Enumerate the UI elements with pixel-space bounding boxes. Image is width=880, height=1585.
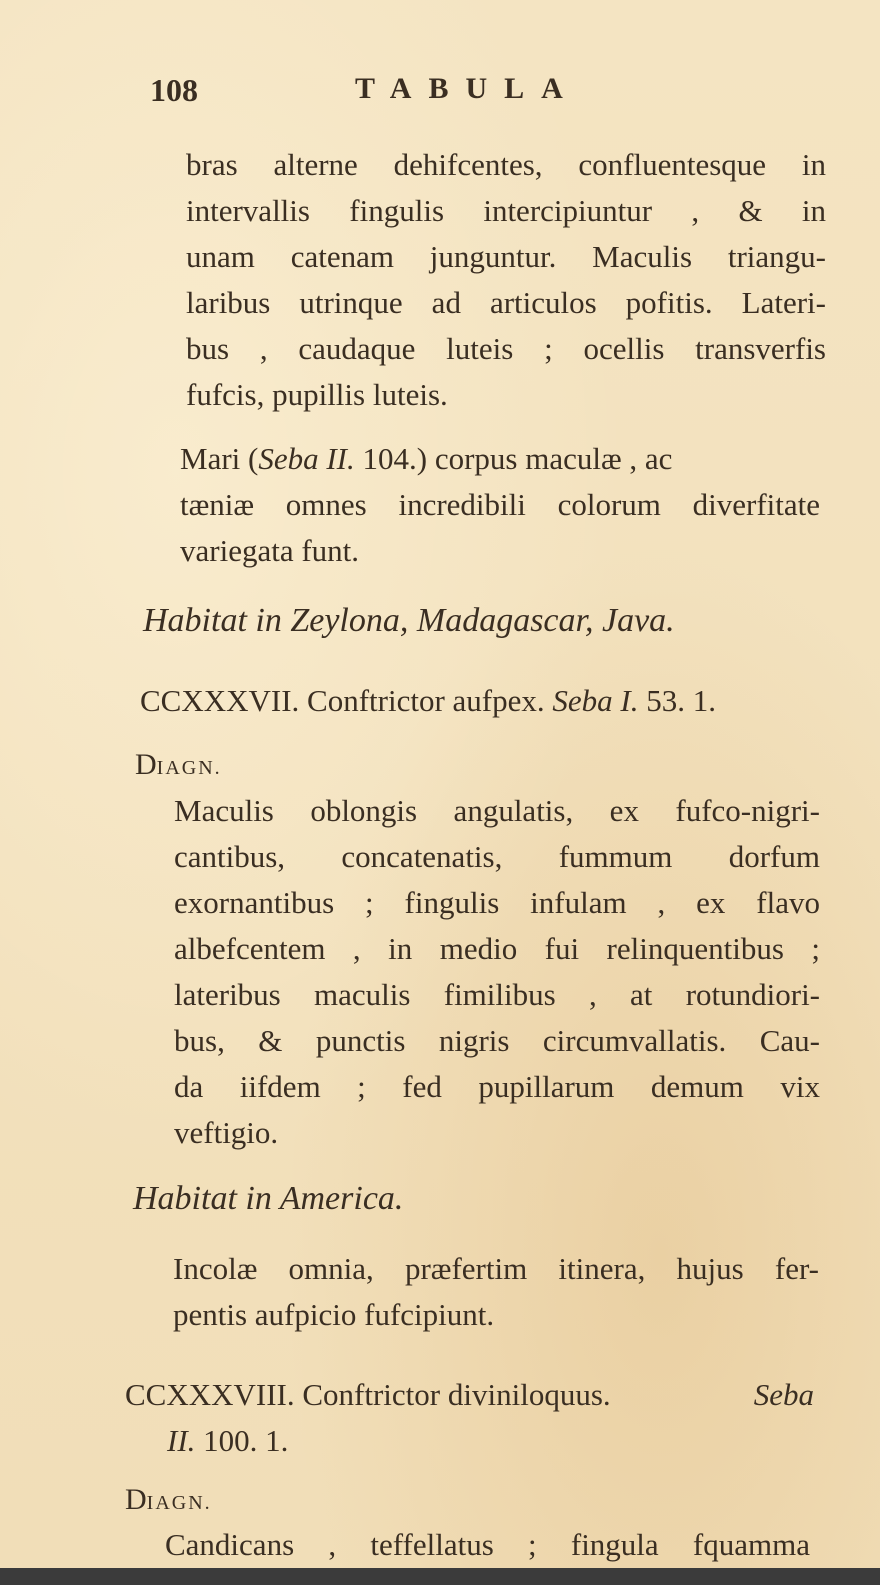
paragraph-4-line-1: Incolæ omnia, præfertim itinera, hujus fer- (173, 1251, 819, 1286)
page-number: 108 (150, 72, 198, 108)
paragraph-4-line-2: pentis aufpicio fufcipiunt. (173, 1297, 495, 1332)
paragraph-1-line-5: bus , caudaque luteis ; ocellis transverfis (186, 331, 826, 366)
habitat-zeylona: Habitat in Zeylona, Madagascar, Java. (143, 602, 675, 639)
entry-ccxxxvii: CCXXXVII. Conftrictor aufpex. Seba I. 53. 1. (140, 683, 716, 718)
habitat-america: Habitat in America. (133, 1180, 404, 1217)
paragraph-5-line-1: Candicans , teffellatus ; fingula fquamma (165, 1527, 810, 1562)
bottom-bar (0, 1568, 880, 1585)
paragraph-2-line-2: tæniæ omnes incredibili colorum diverfitate (180, 487, 820, 522)
page-header (150, 72, 710, 122)
paragraph-3-line-7: da iifdem ; fed pupillarum demum vix (174, 1069, 820, 1104)
paragraph-3-line-2: cantibus, concatenatis, fummum dorfum (174, 839, 820, 874)
paragraph-3-line-5: lateribus maculis fimilibus , at rotundiori- (174, 977, 820, 1012)
entry-ccxxxviii-line-2: II. 100. 1. (167, 1423, 289, 1458)
paragraph-3-line-8: veftigio. (174, 1115, 279, 1150)
paragraph-3-line-4: albefcentem , in medio fui relinquentibus ; (174, 931, 820, 966)
paragraph-2-line-1 (180, 441, 820, 477)
entry-1-reference: Seba I. (552, 683, 639, 718)
paragraph-1-line-1: bras alterne dehifcentes, confluentesque in (186, 147, 826, 182)
paragraph-3-line-6: bus, & punctis nigris circumvallatis. Cau- (174, 1023, 820, 1058)
paragraph-1-line-4: laribus utrinque ad articulos pofitis. Lateri- (186, 285, 826, 320)
paragraph-1-line-6: fufcis, pupillis luteis. (186, 377, 448, 412)
paragraph-3-line-1: Maculis oblongis angulatis, ex fufco-nigri- (174, 793, 820, 828)
paragraph-2-pre: Mari (Seba II. 104.) corpus maculæ , ac (180, 441, 673, 476)
entry-2-reference-volume: II. (167, 1423, 196, 1458)
paragraph-1-line-2: intervallis fingulis intercipiuntur , & in (186, 193, 826, 228)
entry-2-reference: Seba (753, 1377, 814, 1412)
seba-reference: Seba II. (258, 441, 355, 476)
paragraph-3-line-3: exornantibus ; fingulis infulam , ex flavo (174, 885, 820, 920)
running-head: TABULA (355, 72, 580, 105)
diagn-heading-1: DIAGN. (135, 748, 222, 781)
diagn-heading-2: DIAGN. (125, 1483, 212, 1516)
entry-ccxxxviii-line-1: CCXXXVIII. Conftrictor diviniloquus. Seba (125, 1377, 814, 1412)
paragraph-1-line-3: unam catenam junguntur. Maculis triangu- (186, 239, 826, 274)
paragraph-2-line-3: variegata funt. (180, 533, 360, 568)
